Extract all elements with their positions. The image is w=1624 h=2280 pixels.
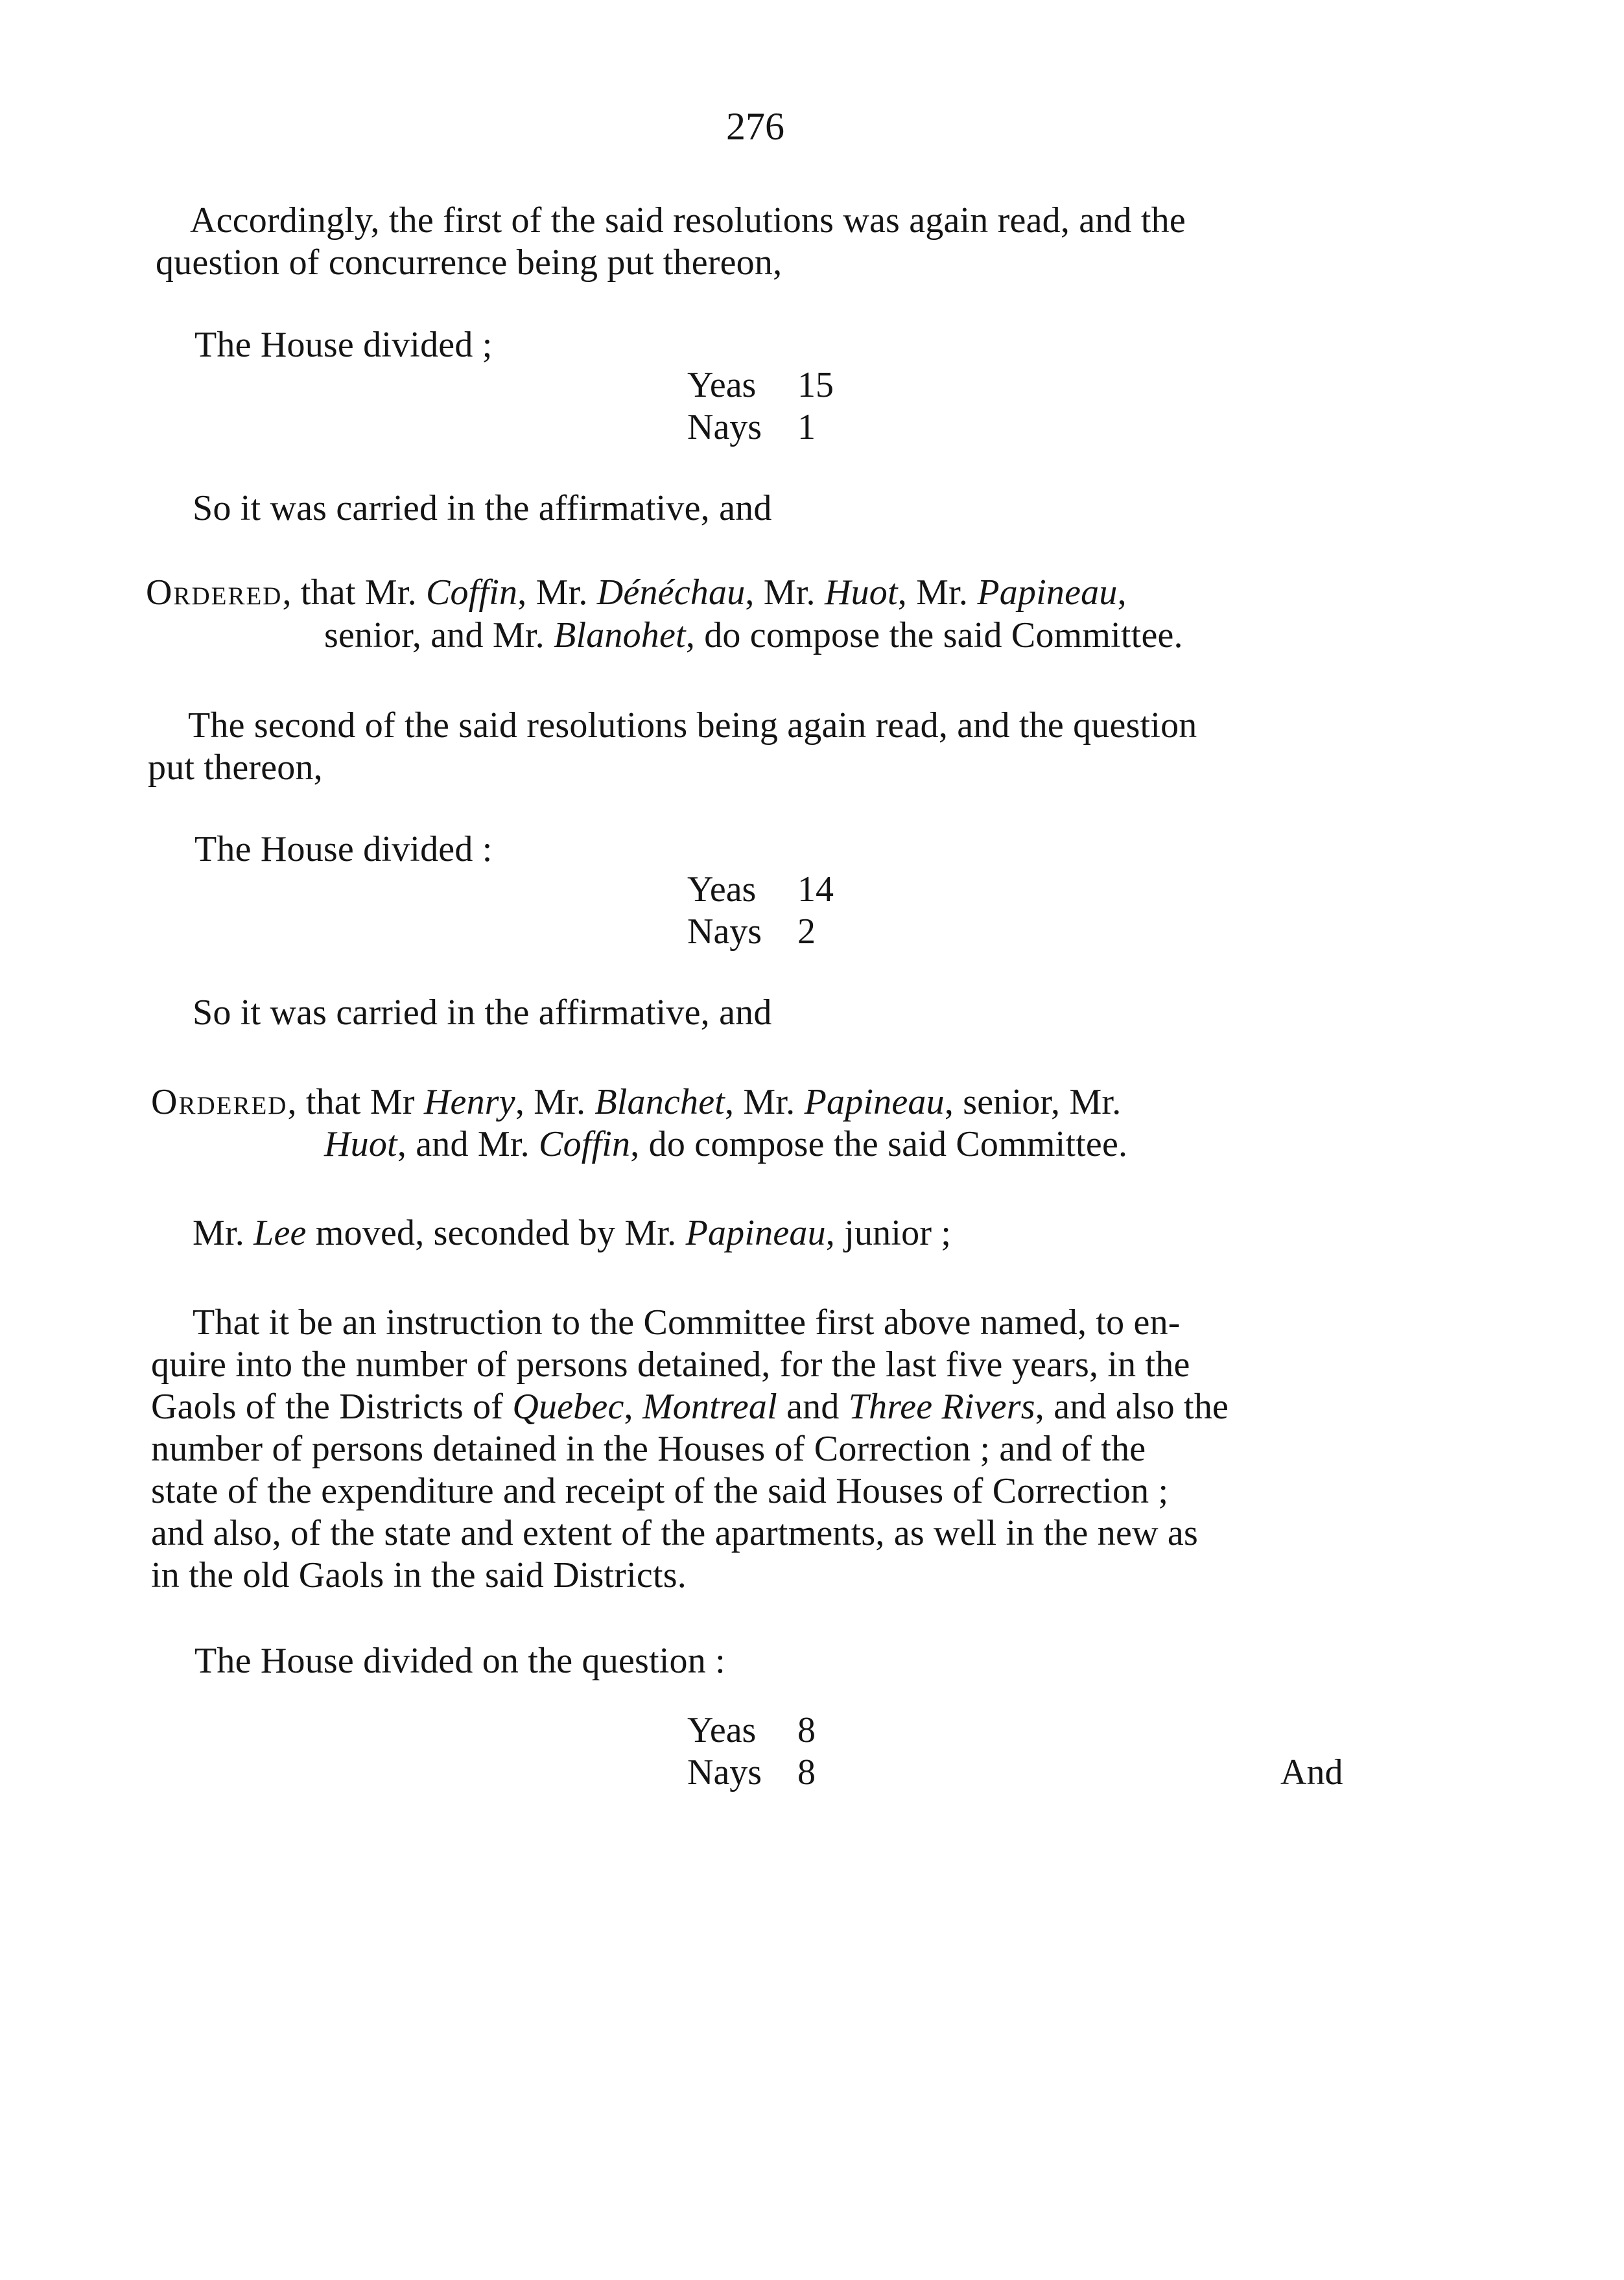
paragraph-1-line-2: question of concurrence being put thereon, xyxy=(156,242,783,283)
order-2-line-1 xyxy=(151,1081,1121,1123)
order-text: , Mr. xyxy=(745,572,825,613)
yeas-label: Yeas xyxy=(687,365,757,405)
motion-line xyxy=(193,1212,951,1254)
instruction-line-6: and also, of the state and extent of the apartments, as well in the new as xyxy=(151,1513,1198,1553)
nays-label: Nays xyxy=(687,407,762,447)
division-1-label: The House divided ; xyxy=(194,325,493,365)
division-1-yeas xyxy=(687,364,836,406)
member-name: Blanchet xyxy=(594,1082,725,1122)
yeas-count: 8 xyxy=(797,1710,816,1750)
order-text: , do compose the said Committee. xyxy=(630,1124,1128,1164)
paragraph-2-line-2: put thereon, xyxy=(148,747,323,788)
member-name: Henry xyxy=(423,1082,515,1122)
member-name: Dénéchau xyxy=(596,572,746,613)
instruction-line-4: number of persons detained in the Houses of Correction ; and of the xyxy=(151,1429,1146,1469)
order-1-line-2 xyxy=(324,615,1183,656)
member-name: Blanohet xyxy=(554,615,686,655)
motion-text: , junior ; xyxy=(825,1213,952,1253)
member-name: Papineau xyxy=(804,1082,945,1122)
instruction-line-1: That it be an instruction to the Committee first above named, to en- xyxy=(193,1302,1181,1343)
nays-label: Nays xyxy=(687,1752,762,1792)
member-name: Coffin xyxy=(539,1124,631,1164)
division-3-nays xyxy=(687,1752,836,1793)
instruction-line-3 xyxy=(151,1386,1229,1428)
division-3-yeas xyxy=(687,1710,836,1751)
ordered-keyword: Ordered xyxy=(146,572,283,613)
member-name: Papineau xyxy=(685,1213,826,1253)
order-text: , that Mr xyxy=(287,1082,424,1122)
carried-2: So it was carried in the affirmative, and xyxy=(193,993,772,1033)
order-text: , that Mr. xyxy=(282,572,426,613)
order-1-line-1 xyxy=(146,572,1127,613)
member-name: Huot xyxy=(324,1124,397,1164)
division-2-yeas xyxy=(687,869,836,910)
carried-1: So it was carried in the affirmative, and xyxy=(193,488,772,528)
yeas-label: Yeas xyxy=(687,869,757,910)
order-text: , Mr. xyxy=(897,572,978,613)
member-name: Huot xyxy=(824,572,898,613)
member-name: Lee xyxy=(253,1213,307,1253)
order-2-line-2 xyxy=(324,1123,1127,1165)
order-text: , senior, Mr. xyxy=(944,1082,1122,1122)
instruction-line-2: quire into the number of persons detained, for the last five years, in the xyxy=(151,1345,1190,1385)
instruction-text: Gaols of the Districts of xyxy=(151,1387,513,1427)
division-2-label: The House divided : xyxy=(194,829,493,869)
motion-text: moved, seconded by Mr. xyxy=(306,1213,686,1253)
paragraph-2-line-1: The second of the said resolutions being again read, and the question xyxy=(188,705,1197,746)
division-2-nays xyxy=(687,911,836,952)
instruction-text: , and also the xyxy=(1035,1387,1229,1427)
paragraph-1-line-1: Accordingly, the first of the said resolutions was again read, and the xyxy=(190,200,1186,241)
order-text: senior, and Mr. xyxy=(324,615,554,655)
page-number: 276 xyxy=(726,105,784,148)
instruction-text: , xyxy=(624,1387,642,1427)
nays-count: 2 xyxy=(797,911,816,952)
member-name: Papineau xyxy=(977,572,1118,613)
order-text: , and Mr. xyxy=(397,1124,539,1164)
order-text: , xyxy=(1117,572,1127,613)
order-text: , do compose the said Committee. xyxy=(685,615,1183,655)
yeas-count: 14 xyxy=(797,869,834,910)
instruction-line-5: state of the expenditure and receipt of the said Houses of Correction ; xyxy=(151,1471,1169,1511)
order-text: , Mr. xyxy=(515,1082,595,1122)
motion-text: Mr. xyxy=(193,1213,254,1253)
division-3-label: The House divided on the question : xyxy=(194,1641,725,1681)
instruction-line-7: in the old Gaols in the said Districts. xyxy=(151,1555,687,1595)
instruction-text: and xyxy=(777,1387,849,1427)
catchword: And xyxy=(1280,1752,1343,1792)
member-name: Coffin xyxy=(425,572,518,613)
order-text: , Mr. xyxy=(517,572,597,613)
ordered-keyword: Ordered xyxy=(151,1082,288,1122)
division-1-nays xyxy=(687,406,836,448)
nays-count: 8 xyxy=(797,1752,816,1792)
place-name: Montreal xyxy=(642,1387,777,1427)
order-text: , Mr. xyxy=(725,1082,805,1122)
yeas-count: 15 xyxy=(797,365,834,405)
nays-label: Nays xyxy=(687,911,762,952)
place-name: Three Rivers xyxy=(848,1387,1035,1427)
yeas-label: Yeas xyxy=(687,1710,757,1750)
nays-count: 1 xyxy=(797,407,816,447)
place-name: Quebec xyxy=(512,1387,624,1427)
